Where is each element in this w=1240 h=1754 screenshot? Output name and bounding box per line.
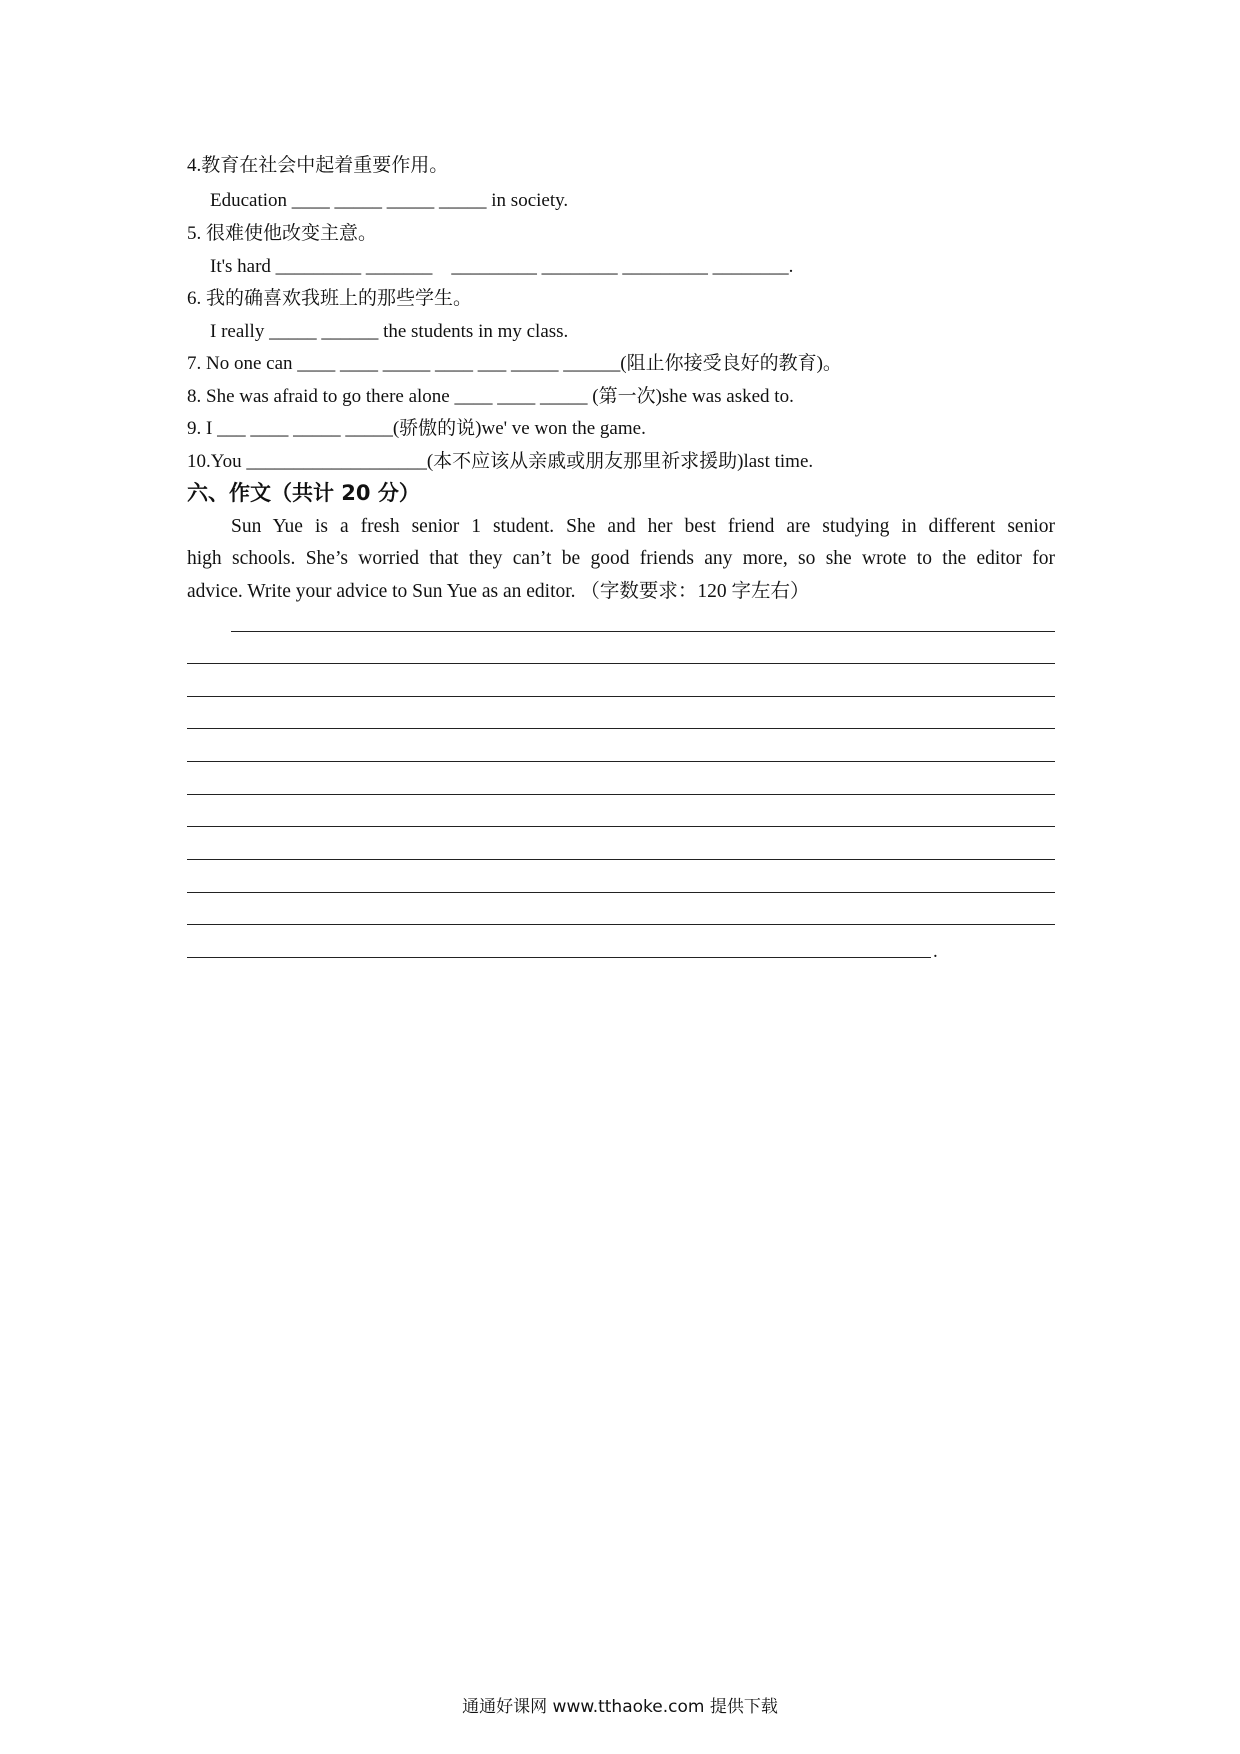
writing-line[interactable] <box>231 631 1055 632</box>
writing-line[interactable] <box>187 859 1055 860</box>
page-footer: 通通好课网 www.tthaoke.com 提供下载 <box>462 1697 778 1717</box>
writing-line[interactable] <box>187 892 1055 893</box>
composition-prompt-line-2: high schools. She’s worried that they can’t be good friends any more, so she wrote to the editor for <box>187 548 1055 569</box>
q6-answer: I really _____ ______ the students in my class. <box>210 321 569 342</box>
q5-prompt: 5. 很难使他改变主意。 <box>187 223 378 244</box>
q5-answer: It's hard _________ _______ _________ ________ _________ ________. <box>210 256 794 277</box>
writing-line[interactable] <box>187 924 1055 925</box>
composition-title: 六、作文（共计 20 分） <box>187 481 420 505</box>
writing-line[interactable] <box>187 794 1055 795</box>
writing-line[interactable] <box>187 826 1055 827</box>
q10-line: 10.You ___________________(本不应该从亲戚或朋友那里祈求援助)last time. <box>187 451 814 472</box>
composition-prompt-line-1: Sun Yue is a fresh senior 1 student. She and her best friend are studying in different senior <box>231 516 1055 537</box>
writing-line[interactable] <box>187 696 1055 697</box>
q4-answer: Education ____ _____ _____ _____ in society. <box>210 190 569 211</box>
writing-line[interactable] <box>187 663 1055 664</box>
q7-line: 7. No one can ____ ____ _____ ____ ___ _____ ______(阻止你接受良好的教育)。 <box>187 353 842 374</box>
q6-prompt: 6. 我的确喜欢我班上的那些学生。 <box>187 288 473 309</box>
q8-line: 8. She was afraid to go there alone ____ ____ _____ (第一次)she was asked to. <box>187 386 794 407</box>
writing-line[interactable] <box>187 761 1055 762</box>
writing-line-last[interactable] <box>187 957 931 958</box>
q9-line: 9. I ___ ____ _____ _____(骄傲的说)we' ve won the game. <box>187 418 646 439</box>
writing-line[interactable] <box>187 728 1055 729</box>
composition-prompt-line-3: advice. Write your advice to Sun Yue as an editor. （字数要求：120 字左右） <box>187 581 810 602</box>
writing-end-period: . <box>933 941 938 962</box>
q4-prompt: 4.教育在社会中起着重要作用。 <box>187 155 449 176</box>
